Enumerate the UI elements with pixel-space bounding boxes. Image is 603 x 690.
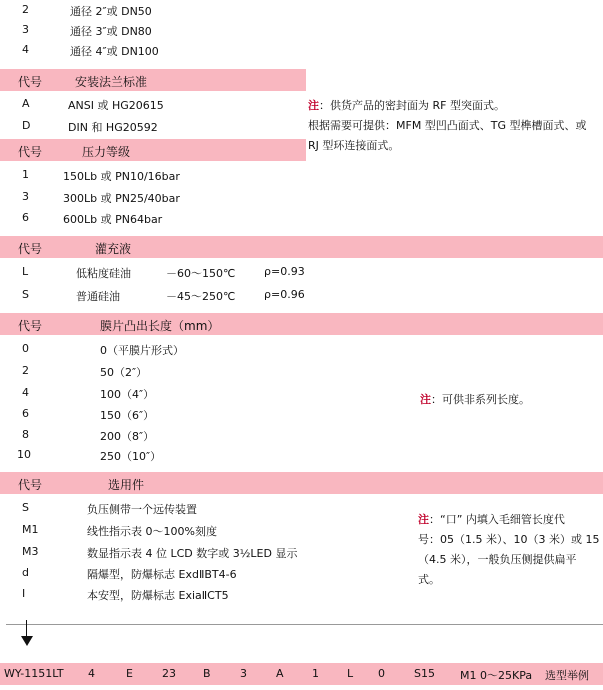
membrane-note-text: ：可供非系列长度。 [431,393,530,406]
options-note-line: ：“口” 内填入毛细管长度代 [429,513,565,526]
fill-header-title: 灌充液 [95,242,132,256]
example-code: 4 [88,667,95,680]
membrane-row [0,425,603,445]
options-desc: 本安型，防爆标志 ExiaⅡCT5 [87,589,229,602]
options-header-code: 代号 [18,478,43,492]
flange-header [0,69,306,91]
example-code: A [276,667,284,680]
membrane-code: 4 [22,386,29,399]
pressure-row [0,187,603,207]
fill-name: 低粘度硅油 [76,267,131,280]
pressure-code: 6 [22,211,29,224]
fill-range: －45～250℃ [166,290,236,303]
note-label: 注 [420,393,431,406]
membrane-code: 6 [22,407,29,420]
size-desc: 通径 4″或 DN100 [70,45,159,58]
pressure-desc: 150Lb 或 PN10/16bar [63,170,180,183]
options-code: I [22,587,26,600]
size-row [0,40,603,60]
fill-code: L [22,265,29,278]
pressure-row [0,208,603,228]
options-desc: 隔爆型，防爆标志 ExdⅡBT4-6 [87,568,237,581]
options-note-line: 号：05（1.5 米）、10（3 米）或 15 [418,533,600,546]
example-code: 1 [312,667,319,680]
membrane-note [420,390,530,410]
options-header-title: 选用件 [108,478,145,492]
membrane-desc: 250（10″） [100,450,162,463]
membrane-desc: 100（4″） [100,388,155,401]
example-code: L [347,667,354,680]
pressure-desc: 300Lb 或 PN25/40bar [63,192,180,205]
example-code: M1 0～25KPa [460,669,533,682]
pressure-code: 3 [22,190,29,203]
fill-density: ρ=0.96 [264,288,305,301]
example-code: 3 [240,667,247,680]
membrane-code: 0 [22,342,29,355]
options-desc: 负压侧带一个远传装置 [87,503,197,516]
membrane-code: 10 [17,448,31,461]
example-code: B [203,667,211,680]
arrow-down-icon [21,636,33,646]
size-desc: 通径 2″或 DN50 [70,5,152,18]
membrane-desc: 150（6″） [100,409,155,422]
membrane-header-code: 代号 [18,319,43,333]
membrane-desc: 0（平膜片形式） [100,344,184,357]
divider-line [6,624,603,625]
fill-header [0,236,603,258]
flange-note-line: RJ 型环连接面式。 [308,139,400,152]
pressure-row [0,165,603,185]
membrane-code: 8 [22,428,29,441]
pressure-header [0,139,306,161]
fill-row [0,285,603,305]
membrane-row [0,339,603,359]
flange-desc: ANSI 或 HG20615 [68,99,164,112]
size-desc: 通径 3″或 DN80 [70,25,152,38]
membrane-desc: 200（8″） [100,430,155,443]
example-code: 0 [378,667,385,680]
fill-header-code: 代号 [18,242,43,256]
options-desc: 线性指示表 0～100%刻度 [87,525,217,538]
size-code: 4 [22,43,29,56]
options-code: M3 [22,545,39,558]
options-note [418,510,599,590]
example-label: 选型举例 [545,669,589,682]
pressure-code: 1 [22,168,29,181]
options-code: M1 [22,523,39,536]
membrane-desc: 50（2″） [100,366,148,379]
pressure-header-title: 压力等级 [82,145,131,159]
flange-code: A [22,97,30,110]
options-note-line: （4.5 米），一般负压侧提供扁平 [418,553,577,566]
fill-range: －60～150℃ [166,267,236,280]
fill-density: ρ=0.93 [264,265,305,278]
flange-note-line: 根据需要可提供：MFM 型凹凸面式、TG 型榫槽面式、或 [308,119,587,132]
options-code: d [22,566,29,579]
membrane-row [0,361,603,381]
options-code: S [22,501,29,514]
flange-desc: DIN 和 HG20592 [68,121,158,134]
example-model: WY-1151LT [4,667,64,680]
fill-code: S [22,288,29,301]
size-code: 3 [22,23,29,36]
pressure-desc: 600Lb 或 PN64bar [63,213,163,226]
pressure-header-code: 代号 [18,145,43,159]
flange-header-title: 安装法兰标准 [75,75,148,89]
example-code: 23 [162,667,176,680]
flange-note-line: ：供货产品的密封面为 RF 型突面式。 [319,99,505,112]
fill-name: 普通硅油 [76,290,120,303]
note-label: 注 [418,513,429,526]
membrane-header-title: 膜片凸出长度（mm） [100,319,220,333]
membrane-row [0,445,603,465]
options-desc: 数显指示表 4 位 LCD 数字或 3½LED 显示 [87,547,298,560]
size-code: 2 [22,3,29,16]
flange-note [308,96,587,156]
options-note-line: 式。 [418,573,440,586]
note-label: 注 [308,99,319,112]
example-code: S15 [414,667,435,680]
flange-code: D [22,119,31,132]
example-code: E [126,667,133,680]
fill-row [0,262,603,282]
example-row [0,663,603,685]
options-header [0,472,603,494]
flange-header-code: 代号 [18,75,43,89]
membrane-header [0,313,603,335]
size-row [0,20,603,40]
membrane-code: 2 [22,364,29,377]
size-row [0,0,603,20]
